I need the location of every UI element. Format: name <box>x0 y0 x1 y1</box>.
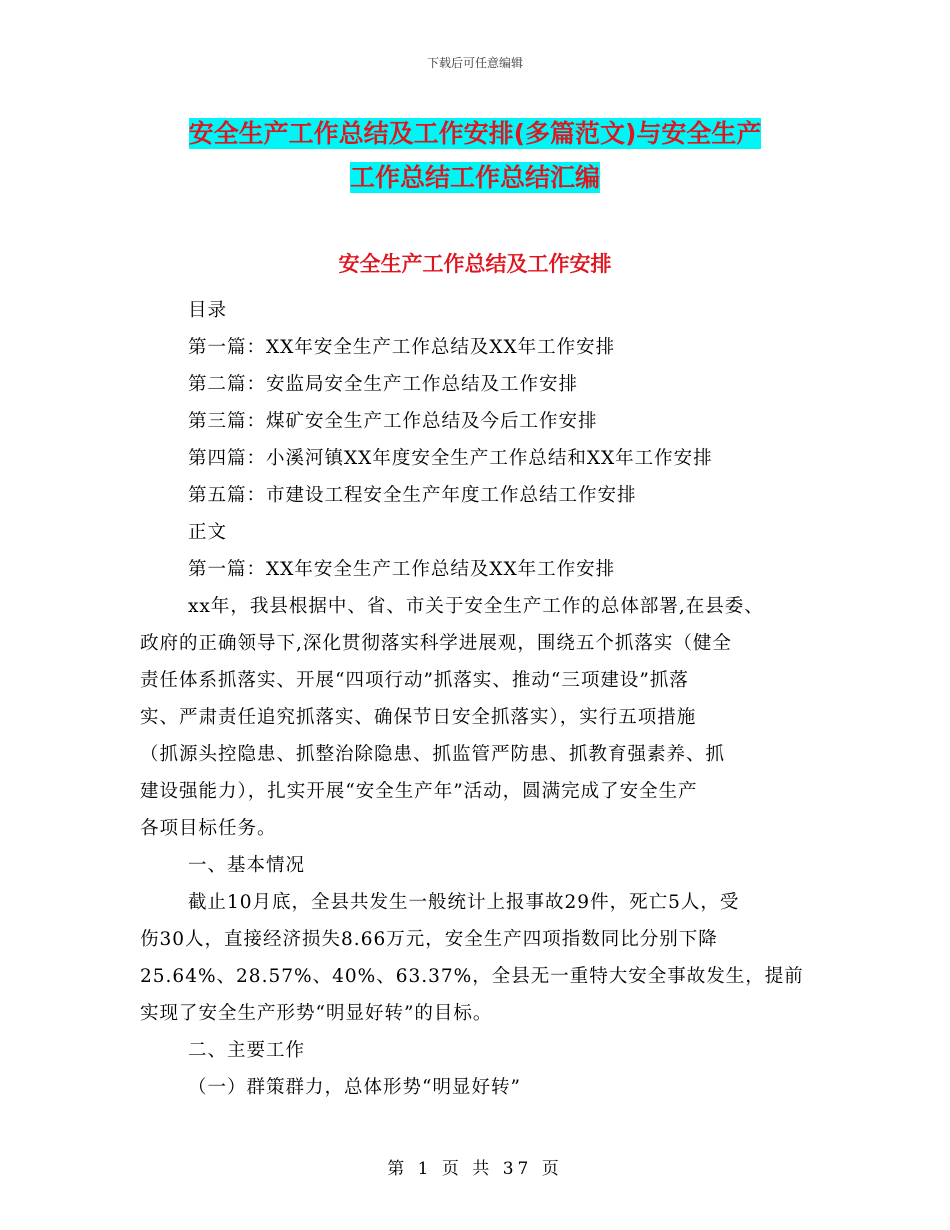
main-title-line-1: 安全生产工作总结及工作安排(多篇范文)与安全生产 <box>188 119 762 148</box>
article-title: 第一篇：XX年安全生产工作总结及XX年工作安排 <box>188 559 616 580</box>
paragraph-line: 各项目标任务。 <box>140 818 277 839</box>
toc-item-1: 第一篇：XX年安全生产工作总结及XX年工作安排 <box>188 337 616 358</box>
paragraph-line: 截止10月底，全县共发生一般统计上报事故29件，死亡5人，受 <box>188 892 740 913</box>
paragraph-line: 建设强能力），扎实开展“安全生产年”活动，圆满完成了安全生产 <box>140 781 698 802</box>
toc-item-5: 第五篇：市建设工程安全生产年度工作总结工作安排 <box>188 485 637 506</box>
header-note: 下载后可任意编辑 <box>426 56 523 70</box>
toc-heading: 目录 <box>188 300 228 321</box>
paragraph-line: 实、严肃责任追究抓落实、确保节日安全抓落实），实行五项措施 <box>140 707 697 728</box>
section-label: 正文 <box>188 522 228 543</box>
paragraph-line: 政府的正确领导下,深化贯彻落实科学进展观，围绕五个抓落实（健全 <box>140 633 732 654</box>
main-title <box>0 112 950 200</box>
body-text <box>140 292 840 1106</box>
page-footer: 第 1 页 共 37 页 <box>387 1159 563 1179</box>
section-heading-main-work: 二、主要工作 <box>188 1040 306 1061</box>
sub-title: 安全生产工作总结及工作安排 <box>338 252 612 276</box>
paragraph-line: 伤30人，直接经济损失8.66万元，安全生产四项指数同比分别下降 <box>140 929 718 950</box>
main-title-line-2: 工作总结工作总结汇编 <box>349 163 600 192</box>
section-heading-basic: 一、基本情况 <box>188 855 306 876</box>
paragraph-line: xx年，我县根据中、省、市关于安全生产工作的总体部署,在县委、 <box>188 596 764 617</box>
toc-item-2: 第二篇：安监局安全生产工作总结及工作安排 <box>188 374 579 395</box>
subsection-heading: （一）群策群力，总体形势“明显好转” <box>188 1077 521 1098</box>
toc-item-3: 第三篇：煤矿安全生产工作总结及今后工作安排 <box>188 411 598 432</box>
paragraph-line: 实现了安全生产形势“明显好转”的目标。 <box>140 1003 493 1024</box>
toc-item-4: 第四篇：小溪河镇XX年度安全生产工作总结和XX年工作安排 <box>188 448 713 469</box>
paragraph-line: （抓源头控隐患、抓整治除隐患、抓监管严防患、抓教育强素养、抓 <box>140 744 726 765</box>
paragraph-line: 25.64%、28.57%、40%、63.37%，全县无一重特大安全事故发生，提前 <box>140 966 804 987</box>
paragraph-line: 责任体系抓落实、开展“四项行动”抓落实、推动“三项建设”抓落 <box>140 670 689 691</box>
